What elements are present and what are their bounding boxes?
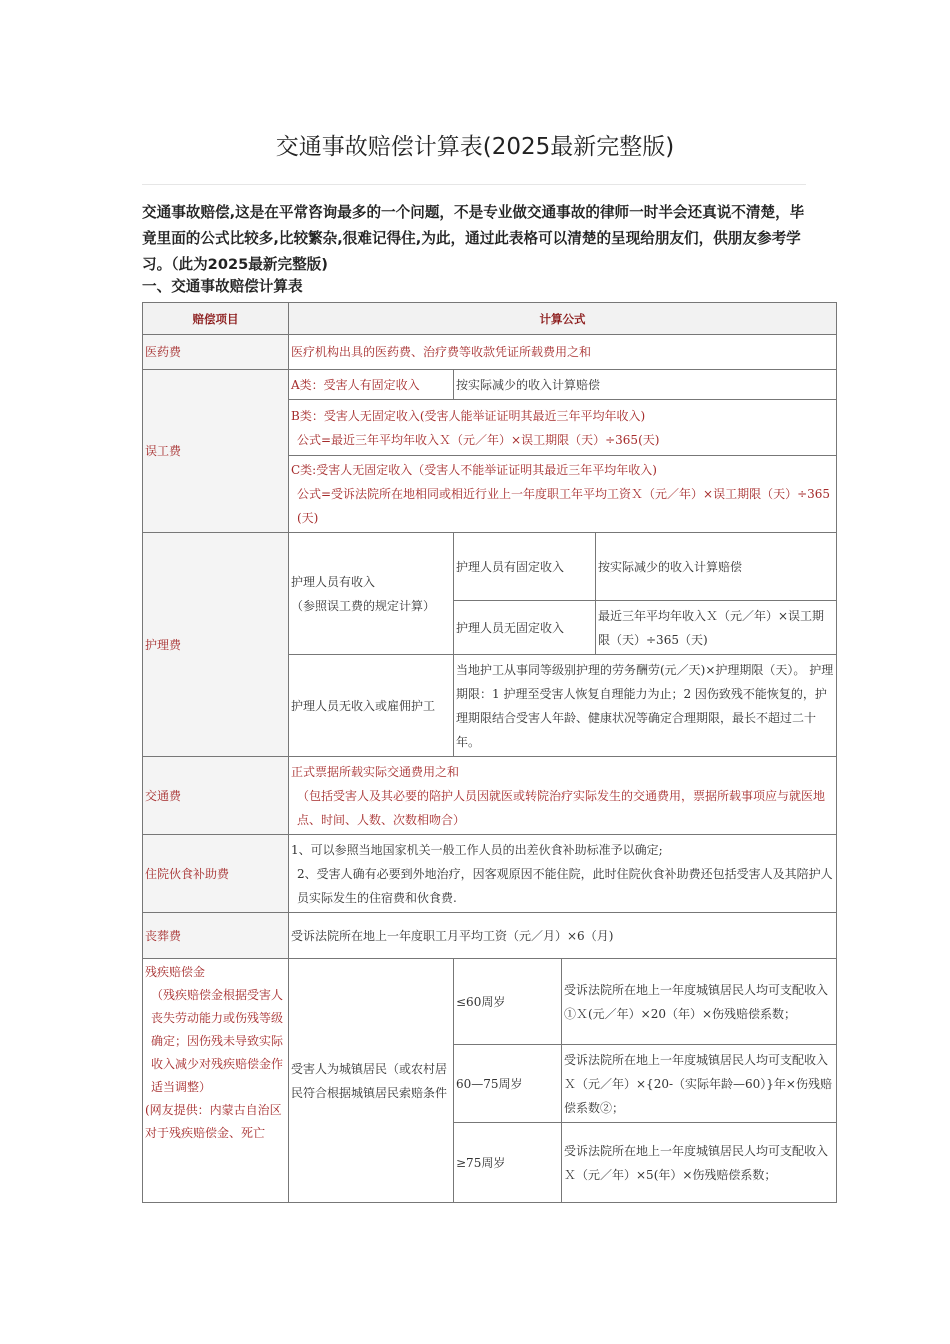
nursing-with-income: 护理人员有收入 — [291, 574, 376, 589]
disability-formula-2: 受诉法院所在地上一年度城镇居民人均可支配收入Ｘ（元／年）×{20-（实际年龄—60）}年×伤残赔偿系数②； — [562, 1045, 837, 1123]
lost-wages-b-cell — [289, 400, 837, 456]
lost-wages-b-label: B类：受害人无固定收入(受害人能举证证明其最近三年平均年收入) — [291, 408, 646, 423]
nursing-nonfixed-label: 护理人员无固定收入 — [454, 601, 596, 655]
title-divider — [142, 184, 806, 185]
disability-age-3: ≥75周岁 — [454, 1123, 562, 1203]
row-nursing-name: 护理费 — [143, 533, 289, 757]
nursing-with-income-note: （参照误工费的规定计算） — [291, 598, 436, 613]
table-header-row — [143, 303, 837, 335]
disability-formula-1: 受诉法院所在地上一年度城镇居民人均可支配收入①Ｘ(元／年）×20（年）×伤残赔偿系数； — [562, 959, 837, 1045]
lost-wages-c-formula: 公式=受诉法院所在地相同或相近行业上一年度职工年平均工资Ｘ（元／年）×误工期限（天）÷365(天) — [297, 487, 831, 525]
nursing-nonfixed-formula: 最近三年平均年收入Ｘ（元／年）×误工期限（天）÷365（天) — [596, 601, 837, 655]
lost-wages-b-formula: 公式=最近三年平均年收入Ｘ（元／年）×误工期限（天）÷365(天) — [297, 432, 660, 447]
nursing-no-income-label: 护理人员无收入或雇佣护工 — [289, 655, 454, 757]
header-formula: 计算公式 — [289, 303, 837, 335]
table-row — [143, 835, 837, 913]
lost-wages-c-cell — [289, 456, 837, 533]
row-food-name: 住院伙食补助费 — [143, 835, 289, 913]
table-row — [143, 913, 837, 959]
lost-wages-c-label: C类:受害人无固定收入（受害人不能举证证明其最近三年平均年收入) — [291, 463, 657, 477]
table-row — [143, 757, 837, 835]
food-line2: 2、受害人确有必要到外地治疗，因客观原因不能住院，此时住院伙食补助费还包括受害人及其陪护人员实际发生的住宿费和伙食费. — [297, 866, 833, 905]
page-title: 交通事故赔偿计算表(2025最新完整版) — [275, 134, 675, 160]
disability-note2: (网友提供：内蒙古自治区对于残疾赔偿金、死亡 — [145, 1103, 282, 1140]
transport-line2: （包括受害人及其必要的陪护人员因就医或转院治疗实际发生的交通费用，票据所载事项应与就医地点、时间、人数、次数相吻合） — [297, 788, 826, 827]
row-lost-wages-name: 误工费 — [143, 370, 289, 533]
table-row — [143, 533, 837, 601]
disability-age-2: 60—75周岁 — [454, 1045, 562, 1123]
intro-paragraph: 交通事故赔偿,这是在平常咨询最多的一个问题，不是专业做交通事故的律师一时半会还真说不清楚，毕竟里面的公式比较多,比较繁杂,很难记得住,为此，通过此表格可以清楚的呈现给朋友们，供朋友参考学习。（此为2025最新完整版) — [142, 204, 805, 273]
nursing-fixed-formula: 按实际减少的收入计算赔偿 — [596, 533, 837, 601]
disability-cell — [143, 959, 289, 1203]
row-funeral-name: 丧葬费 — [143, 913, 289, 959]
table-row — [143, 959, 837, 1045]
nursing-with-income-cell — [289, 533, 454, 655]
nursing-no-income-formula: 当地护工从事同等级别护理的劳务酬劳(元／天)×护理期限（天）。 护理期限：1 护理至受害人恢复自理能力为止；2 因伤致残不能恢复的，护理期限结合受害人年龄、健康状况等确定合理期限，最长不超过二十年。 — [454, 655, 837, 757]
row-transport-name: 交通费 — [143, 757, 289, 835]
section-heading: 一、交通事故赔偿计算表 — [142, 278, 303, 295]
table-row — [143, 370, 837, 400]
food-line1: 1、可以参照当地国家机关一般工作人员的出差伙食补助标准予以确定; — [291, 842, 663, 857]
nursing-fixed-label: 护理人员有固定收入 — [454, 533, 596, 601]
disability-age-1: ≤60周岁 — [454, 959, 562, 1045]
food-cell — [289, 835, 837, 913]
funeral-formula: 受诉法院所在地上一年度职工月平均工资（元／月）×6（月) — [289, 913, 837, 959]
disability-name: 残疾赔偿金 — [145, 965, 206, 979]
transport-cell — [289, 757, 837, 835]
disability-condition: 受害人为城镇居民（或农村居民符合根据城镇居民索赔条件 — [289, 959, 454, 1203]
lost-wages-a-formula: 按实际减少的收入计算赔偿 — [454, 370, 837, 400]
table-row — [143, 335, 837, 370]
row-medical-name: 医药费 — [143, 335, 289, 370]
lost-wages-a-label: A类：受害人有固定收入 — [289, 370, 454, 400]
compensation-table — [142, 302, 837, 1203]
row-medical-formula: 医疗机构出具的医药费、治疗费等收款凭证所载费用之和 — [289, 335, 837, 370]
disability-note: （残疾赔偿金根据受害人丧失劳动能力或伤残等级确定；因伤残未导致实际收入减少对残疾赔偿金作适当调整） — [151, 988, 284, 1094]
disability-formula-3: 受诉法院所在地上一年度城镇居民人均可支配收入Ｘ（元／年）×5(年）×伤残赔偿系数； — [562, 1123, 837, 1203]
header-item: 赔偿项目 — [143, 303, 289, 335]
transport-line1: 正式票据所载实际交通费用之和 — [291, 764, 460, 779]
